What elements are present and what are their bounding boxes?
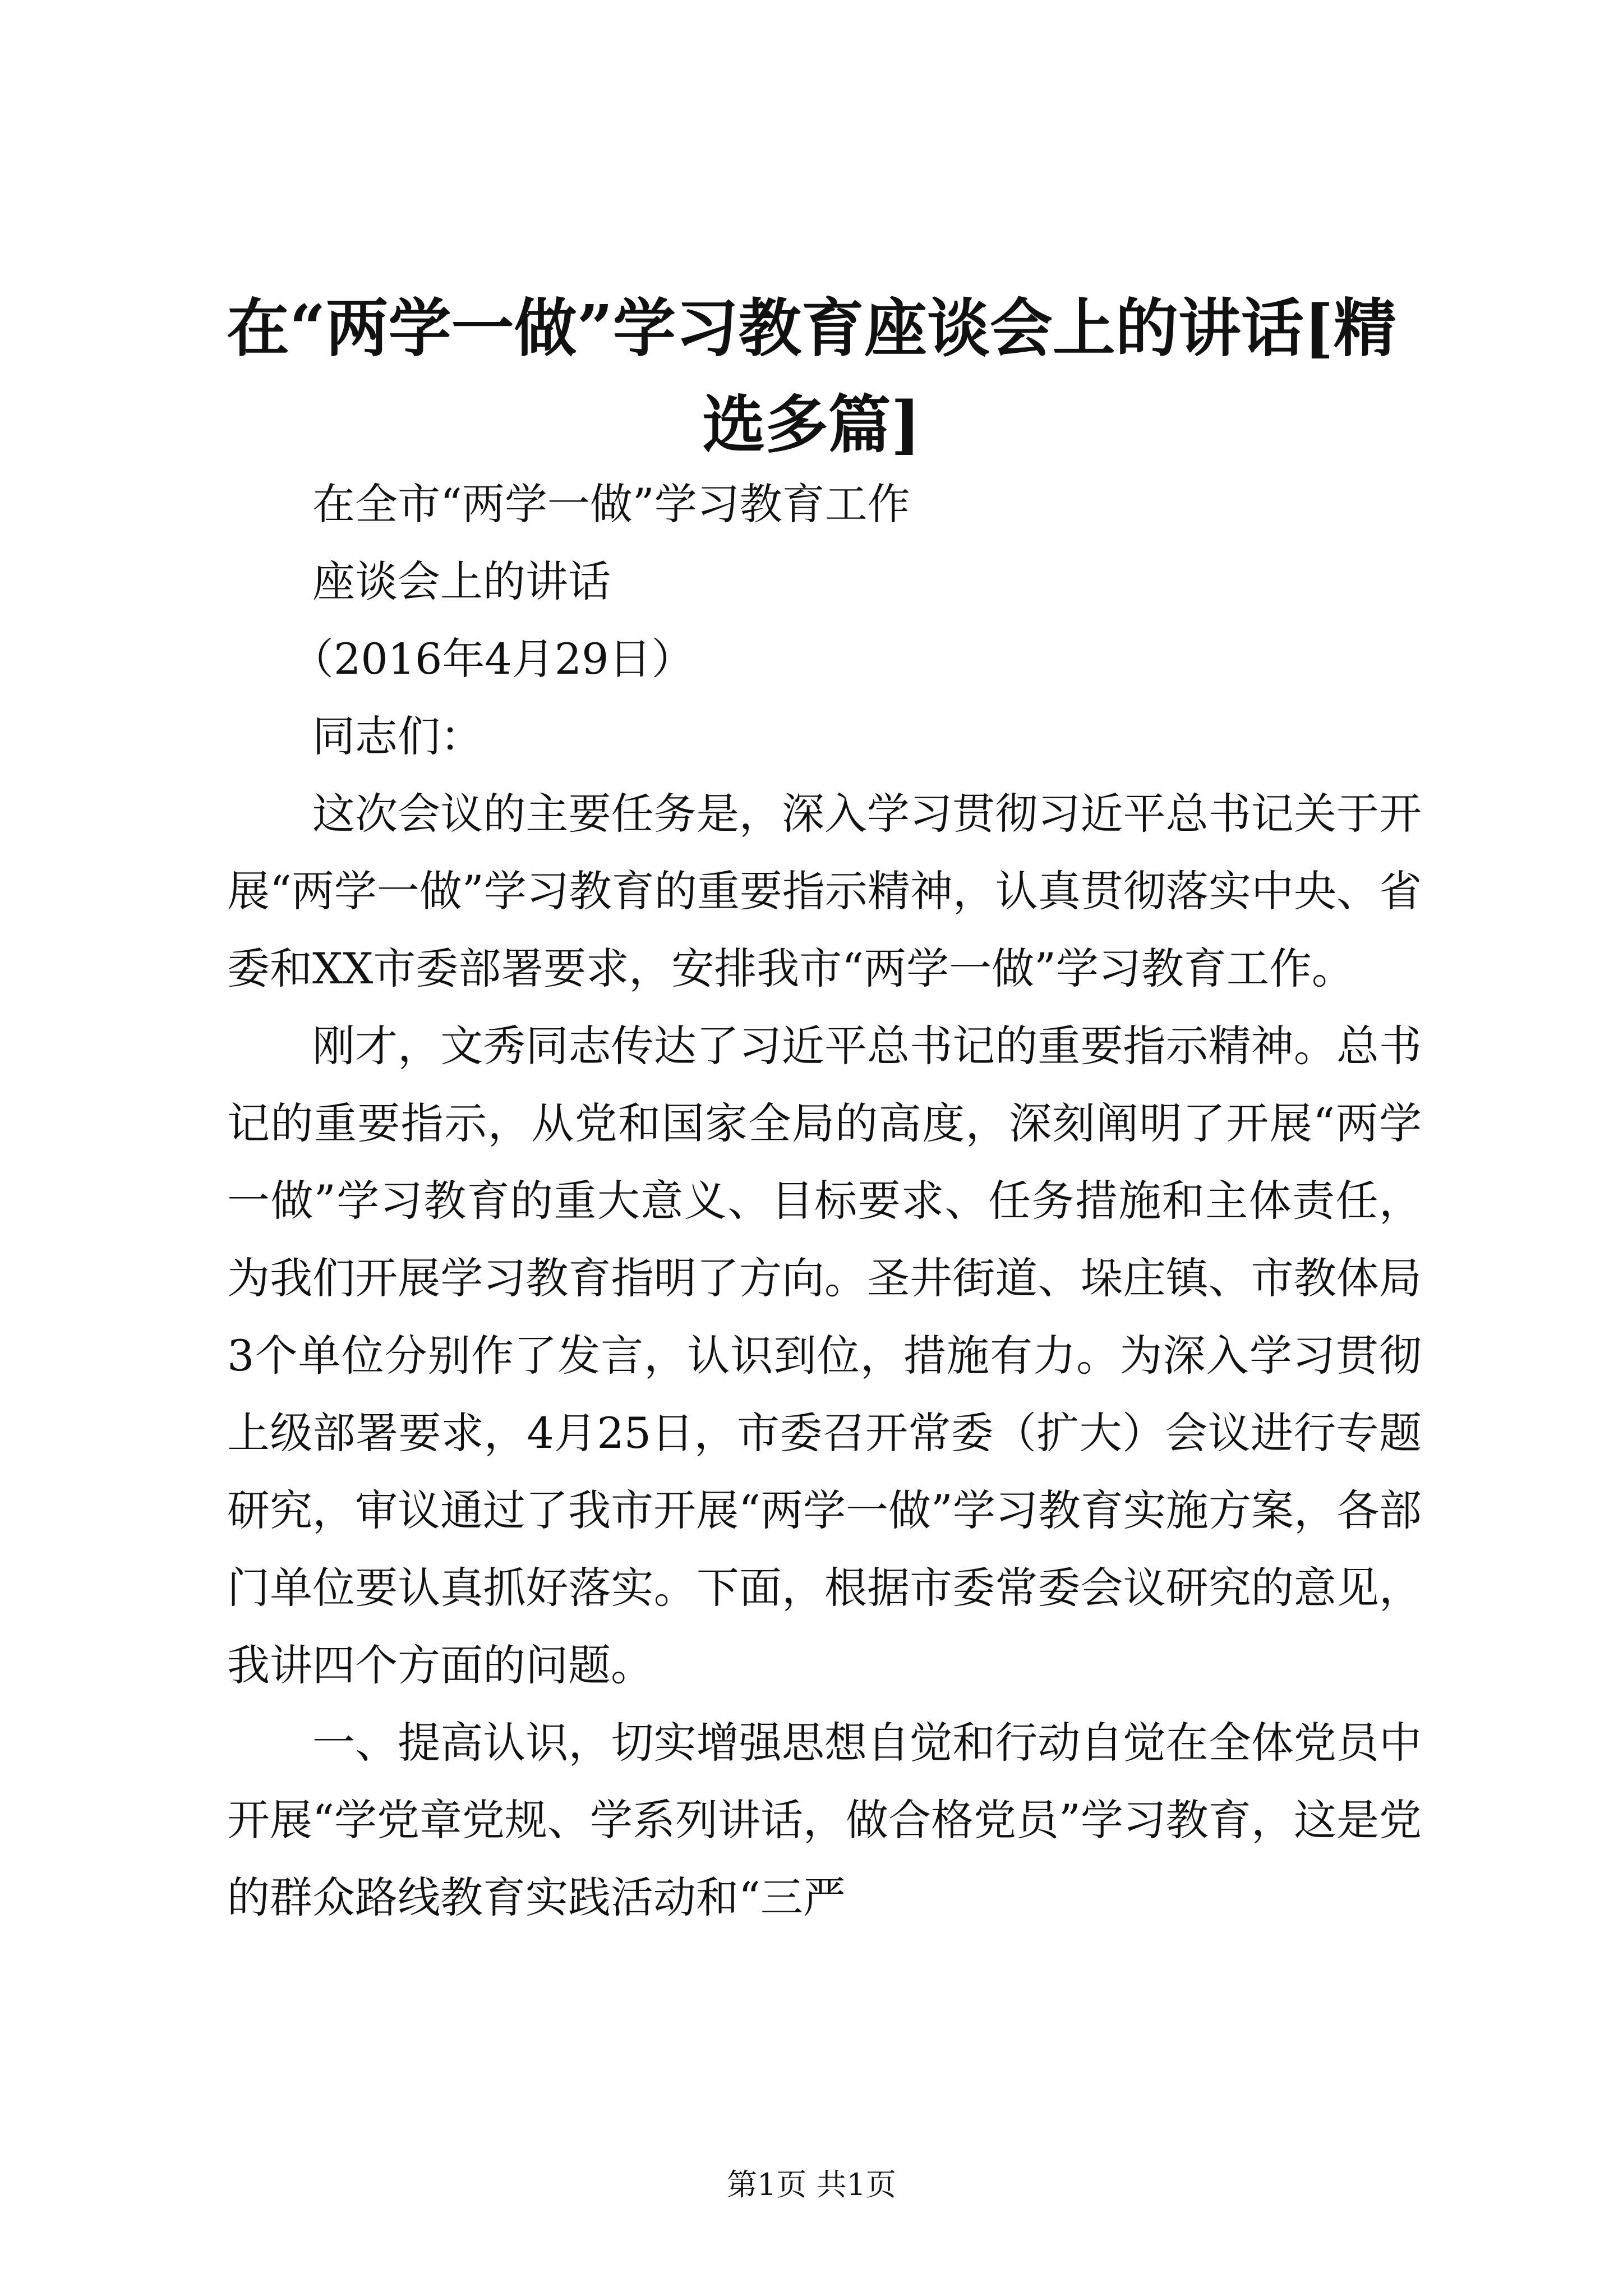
document-body — [227, 466, 1422, 1936]
subtitle-line-2: 座谈会上的讲话 — [312, 556, 611, 606]
paragraph-3: 一、提高认识，切实增强思想自觉和行动自觉在全体党员中开展“学党章党规、学系列讲话，做合格党员”学习教育，这是党的群众路线教育实践活动和“三严 — [227, 1718, 1422, 1922]
paragraph-2: 刚才，文秀同志传达了习近平总书记的重要指示精神。总书记的重要指示，从党和国家全局的高度，深刻阐明了开展“两学一做”学习教育的重大意义、目标要求、任务措施和主体责任，为我们开展学习教育指明了方向。圣井街道、垛庄镇、市教体局3个单位分别作了发言，认识到位，措施有力。为深入学习贯彻上级部署要求，4月25日，市委召开常委（扩大）会议进行专题研究，审议通过了我市开展“两学一做”学习教育实施方案，各部门单位要认真抓好落实。下面，根据市委常委会议研究的意见，我讲四个方面的问题。 — [227, 1021, 1422, 1690]
salutation: 同志们： — [312, 711, 483, 761]
page-footer: 第1页 共1页 — [727, 2167, 896, 2202]
paragraph-1: 这次会议的主要任务是，深入学习贯彻习近平总书记关于开展“两学一做”学习教育的重要指示精神，认真贯彻落实中央、省委和XX市委部署要求，安排我市“两学一做”学习教育工作。 — [227, 789, 1422, 993]
speech-date: （2016年4月29日） — [291, 634, 694, 684]
subtitle-line-1: 在全市“两学一做”学习教育工作 — [312, 479, 910, 529]
document-title: 在“两学一做”学习教育座谈会上的讲话[精选多篇] — [227, 292, 1396, 462]
